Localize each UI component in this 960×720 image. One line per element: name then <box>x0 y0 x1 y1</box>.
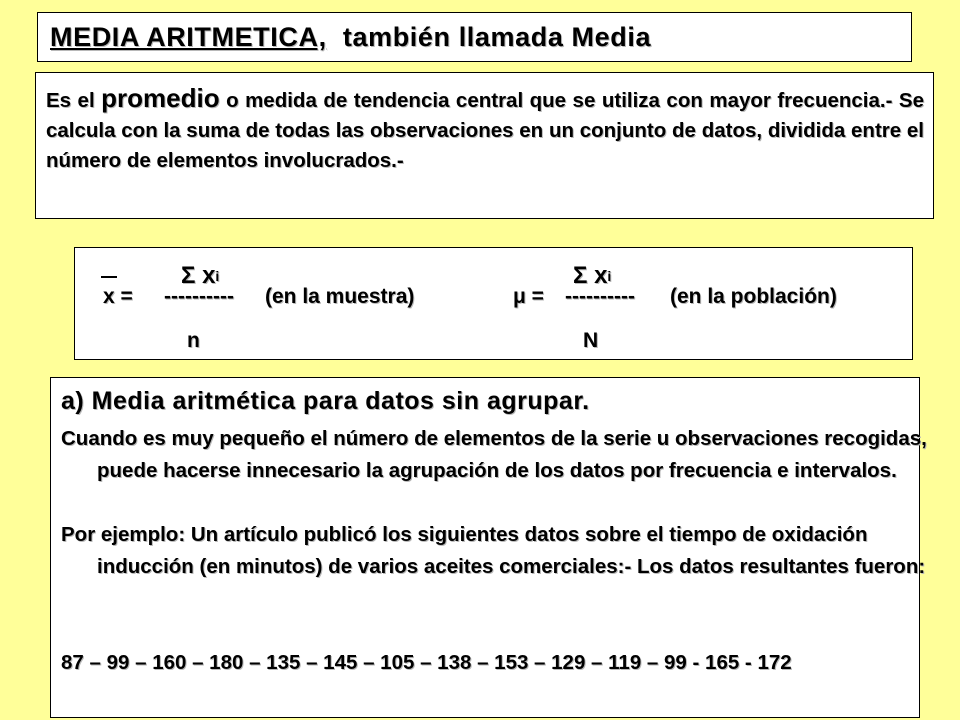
paragraph-small-series: Cuando es muy pequeño el número de elementos de la serie u observaciones recogidas, puede hacerse innecesario la agrupación de los datos por frecuencia e intervalos. <box>61 427 927 482</box>
x-bar-overline <box>101 276 117 278</box>
population-index: i <box>607 268 612 284</box>
population-fraction-line: ---------- <box>565 285 635 308</box>
title-underlined: MEDIA ARITMETICA, <box>50 22 327 52</box>
sample-sigma: Σ x <box>181 262 216 289</box>
sample-index: i <box>215 268 220 284</box>
definition-before: Es el <box>46 89 102 112</box>
definition-text <box>46 83 924 176</box>
title-rest: también llamada Media <box>342 22 652 52</box>
definition-box <box>35 72 934 219</box>
sample-lhs: x = <box>103 285 133 308</box>
title-box <box>37 12 912 62</box>
slide-title <box>50 22 651 53</box>
sample-fraction-line: ---------- <box>164 285 234 308</box>
sample-label: (en la muestra) <box>265 285 415 308</box>
definition-after: o medida de tendencia central que se utiliza con mayor frecuencia.- Se calcula con la suma de todas las observaciones en un conjunto de datos, dividida entre el número de elementos involucrados.- <box>46 89 924 172</box>
population-lhs: μ = <box>513 285 544 308</box>
data-values: 87 – 99 – 160 – 180 – 135 – 145 – 105 – 138 – 153 – 129 – 119 – 99 - 165 - 172 <box>61 651 792 674</box>
population-sigma: Σ x <box>573 262 608 289</box>
population-label: (en la población) <box>670 285 837 308</box>
paragraph-example: Por ejemplo: Un artículo publicó los siguientes datos sobre el tiempo de oxidación inducción (en minutos) de varios aceites comerciales:- Los datos resultantes fueron: <box>61 523 926 578</box>
section-box <box>50 377 927 718</box>
population-denominator: N <box>583 329 599 352</box>
sample-denominator: n <box>187 329 200 352</box>
section-heading: a) Media aritmética para datos sin agrupar. <box>61 387 590 415</box>
definition-emphasis: promedio <box>101 83 220 113</box>
